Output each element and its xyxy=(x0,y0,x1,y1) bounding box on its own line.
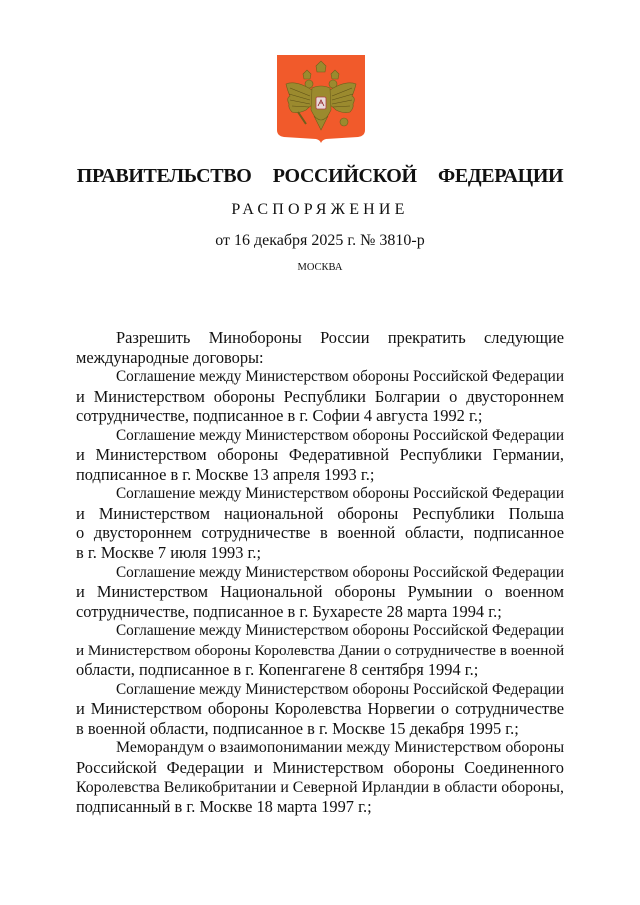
document-date-line xyxy=(0,230,640,252)
paragraph xyxy=(76,426,564,485)
text-line: Королевства Великобритании и Северной Ирландии в области обороны, xyxy=(76,778,564,796)
text-line: Соглашение между Министерством обороны Российской Федерации xyxy=(116,622,564,640)
text-line: Российской Федерации и Министерством обороны Соединенного xyxy=(76,758,564,778)
text-line: Разрешить Минобороны России прекратить следующие xyxy=(116,328,564,347)
text-line: и Министерством обороны Федеративной Республики Германии, xyxy=(76,445,564,465)
text-line: сотрудничестве, подписанное в г. Софии 4 августа 1992 г.; xyxy=(76,406,483,426)
paragraph xyxy=(76,328,564,367)
coat-of-arms-emblem xyxy=(276,54,366,144)
text-line: Меморандум о взаимопонимании между Министерством обороны xyxy=(116,739,565,757)
text-line: Соглашение между Министерством обороны Российской Федерации xyxy=(116,680,564,698)
paragraph xyxy=(76,367,564,426)
text-line: и Министерством Национальной обороны Румынии о военном xyxy=(76,582,564,602)
text-line: подписанное в г. Москве 13 апреля 1993 г.; xyxy=(76,464,375,484)
emblem-orb xyxy=(340,118,348,126)
date-prefix: от xyxy=(215,232,231,249)
text-line: Соглашение между Министерством обороны Российской Федерации xyxy=(116,485,564,503)
document-date: 16 декабря 2025 г. xyxy=(234,232,357,249)
text-line: Соглашение между Министерством обороны Российской Федерации xyxy=(116,563,564,581)
text-line: и Министерством обороны Королевства Дании о сотрудничестве в военной xyxy=(76,641,565,659)
text-line: международные договоры: xyxy=(76,347,264,367)
document-type: РАСПОРЯЖЕНИЕ xyxy=(231,201,409,218)
text-line: Соглашение между Министерством обороны Российской Федерации xyxy=(116,426,564,444)
text-line: о двустороннем сотрудничестве в военной области, подписанное xyxy=(76,523,564,543)
document-city: МОСКВА xyxy=(297,262,343,273)
document-number: № 3810-р xyxy=(360,232,425,249)
text-line: и Министерством национальной обороны Республики Польша xyxy=(76,503,564,523)
text-line: в г. Москве 7 июля 1993 г.; xyxy=(76,543,262,563)
text-line: и Министерством обороны Республики Болгарии о двустороннем xyxy=(76,386,564,406)
text-line: сотрудничестве, подписанное в г. Бухаресте 28 марта 1994 г.; xyxy=(76,601,502,621)
paragraph xyxy=(76,563,564,622)
text-line: и Министерством обороны Королевства Норвегии о сотрудничестве xyxy=(76,699,564,719)
paragraph xyxy=(76,680,564,739)
text-line: области, подписанное в г. Копенгагене 8 сентября 1994 г.; xyxy=(76,660,479,680)
paragraph xyxy=(76,484,564,562)
document-body xyxy=(76,328,564,817)
page-title: ПРАВИТЕЛЬСТВО РОССИЙСКОЙ ФЕДЕРАЦИИ xyxy=(76,165,564,187)
paragraph xyxy=(76,738,564,816)
text-line: в военной области, подписанное в г. Москве 15 декабря 1995 г.; xyxy=(76,718,519,738)
text-line: Соглашение между Министерством обороны Российской Федерации xyxy=(116,368,564,386)
text-line: подписанный в г. Москве 18 марта 1997 г.; xyxy=(76,797,372,817)
paragraph xyxy=(76,621,564,680)
